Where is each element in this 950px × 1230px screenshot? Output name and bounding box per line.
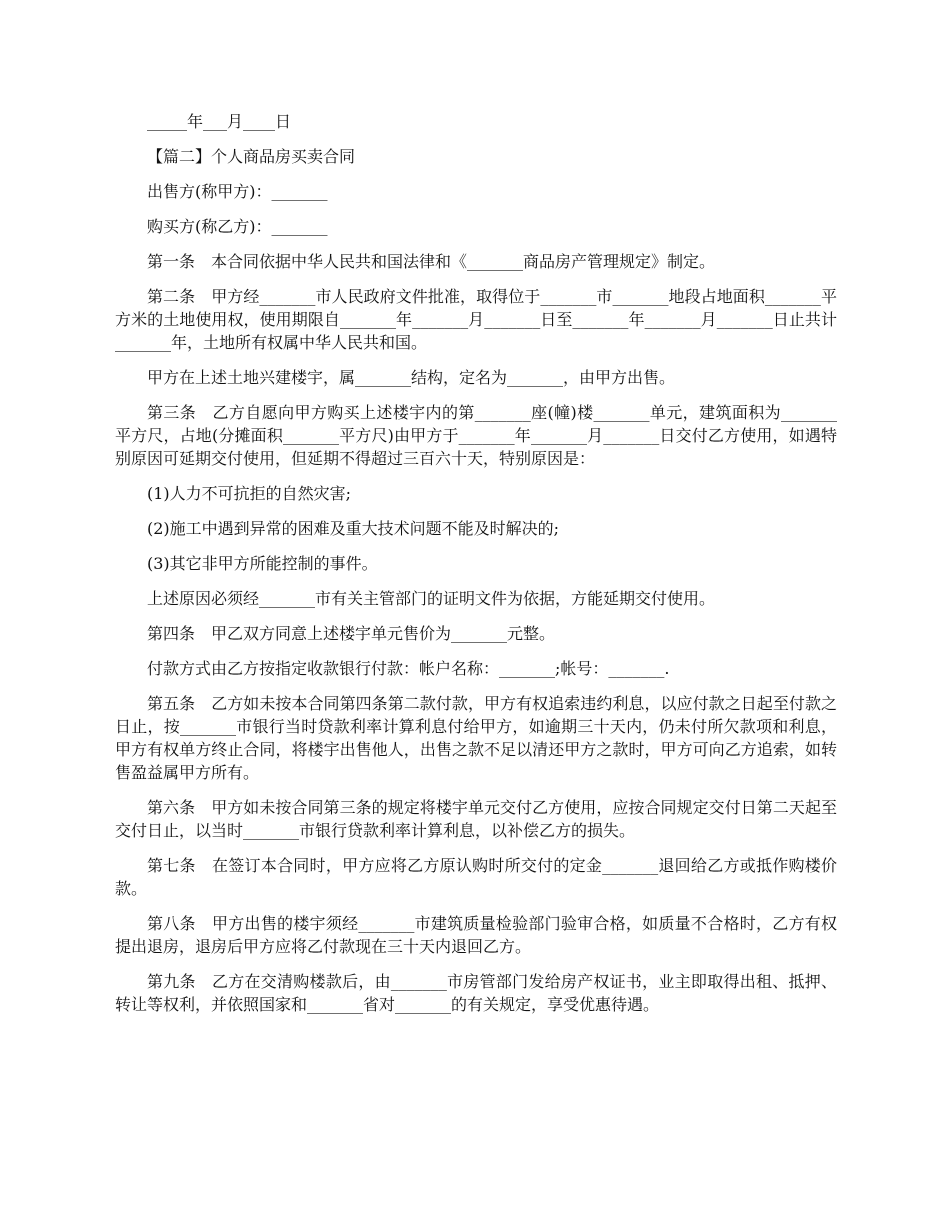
document-page: [115, 110, 837, 1028]
article-5: 第五条 乙方如未按本合同第四条第二款付款，甲方有权追索违约利息，以应付款之日起至付款之日止，按_______市银行当时贷款利率计算利息付给甲方，如逾期三十天内，仍未付所欠款项和利息，甲方有权单方终止合同，将楼宇出售他人，出售之款不足以清还甲方之款时，甲方可向乙方追索，如转售盈益属甲方所有。: [115, 694, 837, 782]
article-8: 第八条 甲方出售的楼宇须经_______市建筑质量检验部门验审合格，如质量不合格时，乙方有权提出退房，退房后甲方应将乙付款现在三十天内退回乙方。: [115, 914, 837, 956]
delay-proof-paragraph: 上述原因必须经_______市有关主管部门的证明文件为依据，方能延期交付使用。: [147, 589, 716, 608]
article-1: 第一条 本合同依据中华人民共和国法律和《_______商品房产管理规定》制定。: [147, 252, 716, 271]
article-4: 第四条 甲乙双方同意上述楼宇单元售价为_______元整。: [147, 624, 556, 643]
special-reason-1: (1)人力不可抗拒的自然灾害;: [147, 484, 352, 503]
article-6: 第六条 甲方如未按合同第三条的规定将楼宇单元交付乙方使用，应按合同规定交付日第二天起至交付日止，以当时_______市银行贷款利率计算利息，以补偿乙方的损失。: [115, 798, 837, 840]
payment-method-paragraph: 付款方式由乙方按指定收款银行付款：帐户名称：_______;帐号：_______.: [147, 659, 670, 678]
article-7: 第七条 在签订本合同时，甲方应将乙方原认购时所交付的定金_______退回给乙方或抵作购楼价款。: [115, 856, 837, 898]
date-line: _____年___月____日: [147, 112, 292, 131]
seller-line: 出售方(称甲方)：_______: [147, 182, 328, 201]
buyer-line: 购买方(称乙方)：_______: [147, 217, 328, 236]
special-reason-3: (3)其它非甲方所能控制的事件。: [147, 554, 378, 573]
article-3: 第三条 乙方自愿向甲方购买上述楼宇内的第_______座(幢)楼_______单元，建筑面积为_______平方尺，占地(分摊面积_______平方尺)由甲方于_______年_______月_______日交付乙方使用，如遇特别原因可延期交付使用，但延期不得超过三百六十天，特别原因是：: [115, 403, 837, 468]
article-9: 第九条 乙方在交清购楼款后，由_______市房管部门发给房产权证书，业主即取得出租、抵押、转让等权利，并依照国家和_______省对_______的有关规定，享受优惠待遇。: [115, 972, 837, 1014]
building-structure-paragraph: 甲方在上述土地兴建楼宇，属_______结构，定名为_______，由甲方出售。: [147, 368, 676, 387]
special-reason-2: (2)施工中遇到异常的困难及重大技术问题不能及时解决的;: [147, 519, 560, 538]
section-title: 【篇二】个人商品房买卖合同: [147, 147, 356, 166]
article-2: 第二条 甲方经_______市人民政府文件批准，取得位于_______市_______地段占地面积_______平方米的土地使用权，使用期限自_______年_______月_______日至_______年_______月_______日止共计_______年，土地所有权属中华人民共和国。: [115, 287, 837, 352]
